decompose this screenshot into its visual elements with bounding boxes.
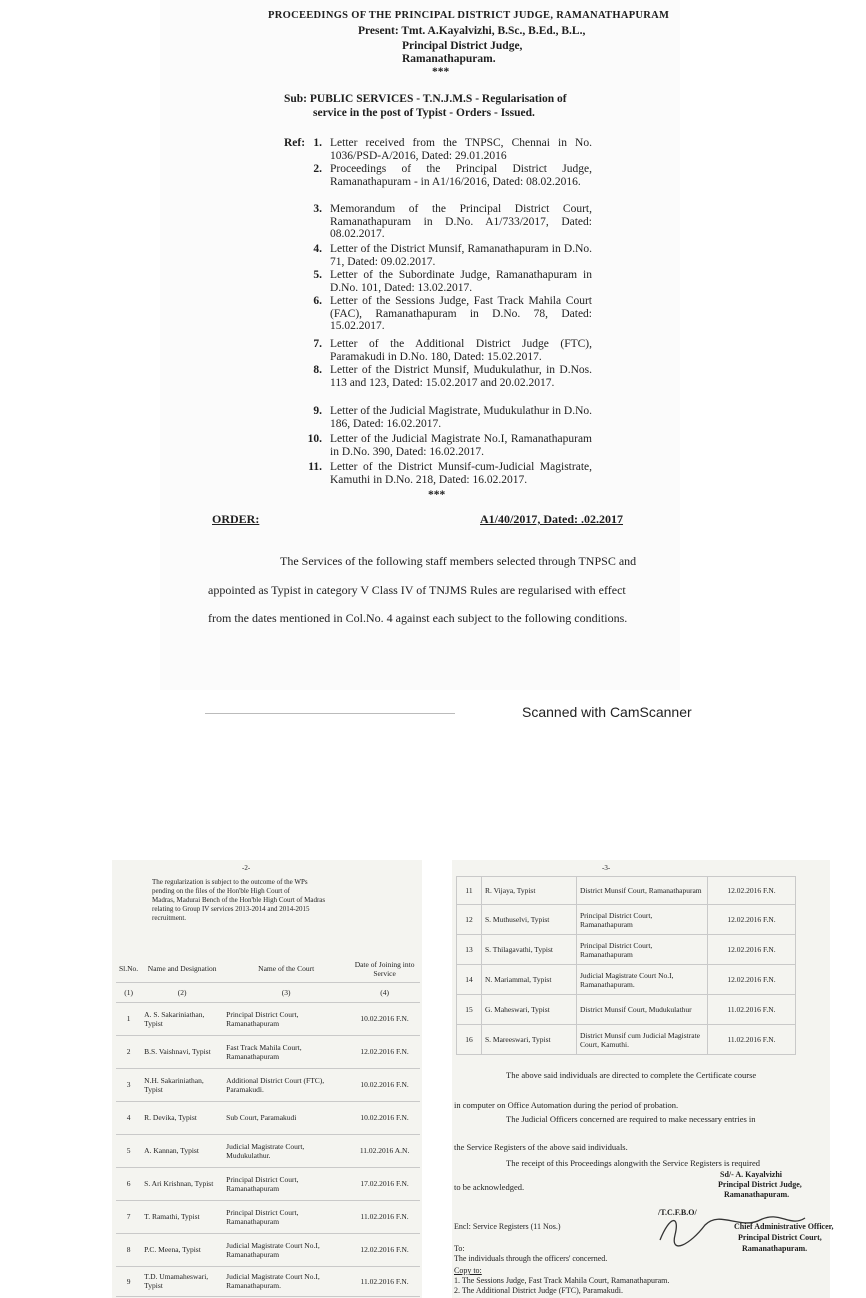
note-line: pending on the files of the Hon'ble High Court of xyxy=(152,887,290,895)
table-row xyxy=(457,935,796,965)
cao-court: Principal District Court, xyxy=(738,1233,822,1242)
page-two xyxy=(112,860,422,1298)
name-cell: S. Thilagavathi, Typist xyxy=(482,935,577,965)
note-line: relating to Group IV services 2013-2014 and 2014-2015 xyxy=(152,905,310,913)
table-row xyxy=(116,1266,420,1296)
date-cell: 11.02.2016 F.N. xyxy=(708,995,796,1025)
order-body-line: appointed as Typist in category V Class IV of TNJMS Rules are regularised with effect xyxy=(208,583,626,597)
table-row xyxy=(116,1233,420,1266)
court-cell: Fast Track Mahila Court, Ramanathapuram xyxy=(223,1035,349,1068)
designation: Principal District Judge, xyxy=(402,40,523,52)
ref-label: Ref: xyxy=(284,137,306,149)
subject-line-1: Sub: PUBLIC SERVICES - T.N.J.M.S - Regularisation of xyxy=(284,93,567,105)
date-cell: 12.02.2016 F.N. xyxy=(708,877,796,905)
staff-table-right xyxy=(456,876,796,1055)
court-cell: Judicial Magistrate Court No.I, Ramanathapuram xyxy=(223,1233,349,1266)
table-row xyxy=(457,1025,796,1055)
order-number: A1/40/2017, Dated: .02.2017 xyxy=(480,512,623,526)
sl-cell: 1 xyxy=(116,1002,141,1035)
col-header: Name of the Court xyxy=(223,956,349,982)
ref-number: 4. xyxy=(313,243,322,255)
cao-designation: Chief Administrative Officer, xyxy=(734,1222,834,1231)
to-label: To: xyxy=(454,1244,465,1253)
instruction-line: The Judicial Officers concerned are required to make necessary entries in xyxy=(506,1114,756,1124)
page-number: -3- xyxy=(602,864,611,872)
name-cell: A. Kannan, Typist xyxy=(141,1134,223,1167)
ref-number: 11. xyxy=(308,461,322,473)
ref-number: 1. xyxy=(313,137,322,149)
name-cell: N. Mariammal, Typist xyxy=(482,965,577,995)
table-row xyxy=(457,995,796,1025)
order-body-line: The Services of the following staff members selected through TNPSC and xyxy=(280,554,637,568)
name-cell: P.C. Meena, Typist xyxy=(141,1233,223,1266)
sl-cell: 12 xyxy=(457,905,482,935)
name-cell: S. Muthuselvi, Typist xyxy=(482,905,577,935)
date-cell: 11.02.2016 F.N. xyxy=(349,1200,420,1233)
date-cell: 12.02.2016 F.N. xyxy=(349,1035,420,1068)
court-cell: Judicial Magistrate Court No.I, Ramanathapuram. xyxy=(223,1266,349,1296)
name-cell: B.S. Vaishnavi, Typist xyxy=(141,1035,223,1068)
col-number: (3) xyxy=(223,982,349,1002)
date-cell: 12.02.2016 F.N. xyxy=(349,1233,420,1266)
sl-cell: 3 xyxy=(116,1068,141,1101)
subject-line-2: service in the post of Typist - Orders - Issued. xyxy=(313,107,535,119)
ref-text: Letter of the Judicial Magistrate No.I, Ramanathapuram in D.No. 390, Dated: 16.02.2017. xyxy=(330,433,592,458)
tcfbo-mark: /T.C.F.B.O/ xyxy=(658,1208,697,1217)
ref-number: 7. xyxy=(313,338,322,350)
sl-cell: 6 xyxy=(116,1167,141,1200)
staff-table-left xyxy=(116,956,420,1297)
name-cell: N.H. Sakariniathan, Typist xyxy=(141,1068,223,1101)
court-cell: Sub Court, Paramakudi xyxy=(223,1101,349,1134)
instruction-line: The above said individuals are directed to complete the Certificate course xyxy=(506,1070,757,1080)
sl-cell: 2 xyxy=(116,1035,141,1068)
col-header: Name and Designation xyxy=(141,956,223,982)
date-cell: 10.02.2016 F.N. xyxy=(349,1068,420,1101)
instruction-line: The receipt of this Proceedings alongwith the Service Registers is required xyxy=(506,1158,760,1168)
col-number: (1) xyxy=(116,982,141,1002)
date-cell: 12.02.2016 F.N. xyxy=(708,965,796,995)
name-cell: T. Ramathi, Typist xyxy=(141,1200,223,1233)
name-cell: G. Maheswari, Typist xyxy=(482,995,577,1025)
table-row xyxy=(116,1002,420,1035)
present-line: Present: Tmt. A.Kayalvizhi, B.Sc., B.Ed., B.L., xyxy=(358,25,586,37)
court-cell: Principal District Court, Ramanathapuram xyxy=(223,1200,349,1233)
sl-cell: 13 xyxy=(457,935,482,965)
ref-text: Letter of the Subordinate Judge, Ramanathapuram in D.No. 101, Dated: 13.02.2017. xyxy=(330,269,592,294)
ref-text: Letter of the District Munsif, Ramanathapuram in D.No. 71, Dated: 09.02.2017. xyxy=(330,243,592,268)
table-row xyxy=(116,1134,420,1167)
page-number: -2- xyxy=(242,864,251,872)
sl-cell: 9 xyxy=(116,1266,141,1296)
court-cell: Principal District Court, Ramanathapuram xyxy=(577,905,708,935)
col-number: (2) xyxy=(141,982,223,1002)
order-label: ORDER: xyxy=(212,512,260,526)
stars-divider: *** xyxy=(428,489,446,501)
table-row xyxy=(116,1035,420,1068)
col-number-row xyxy=(116,982,420,1002)
copy-label: Copy to: xyxy=(454,1266,482,1275)
signatory-name: Sd/- A. Kayalvizhi xyxy=(720,1170,783,1179)
sl-cell: 14 xyxy=(457,965,482,995)
col-header: Sl.No. xyxy=(116,956,141,982)
sl-cell: 8 xyxy=(116,1233,141,1266)
sl-cell: 15 xyxy=(457,995,482,1025)
ref-text: Letter of the Judicial Magistrate, Mudukulathur in D.No. 186, Dated: 16.02.2017. xyxy=(330,405,592,430)
court-cell: Additional District Court (FTC), Paramakudi. xyxy=(223,1068,349,1101)
ref-number: 5. xyxy=(313,269,322,281)
court-cell: Principal District Court, Ramanathapuram xyxy=(223,1002,349,1035)
date-cell: 10.02.2016 F.N. xyxy=(349,1101,420,1134)
note-line: recruitment. xyxy=(152,914,187,922)
signatory-place: Ramanathapuram. xyxy=(724,1190,790,1199)
note-line: Madras, Madurai Bench of the Hon'ble High Court of Madras xyxy=(152,896,326,904)
ref-text: Letter of the Sessions Judge, Fast Track Mahila Court (FAC), Ramanathapuram in D.No. 78, Dated: 15.02.2017. xyxy=(330,295,592,333)
table-row xyxy=(116,1101,420,1134)
date-cell: 12.02.2016 F.N. xyxy=(708,935,796,965)
court-cell: Judicial Magistrate Court, Mudukulathur. xyxy=(223,1134,349,1167)
name-cell: R. Vijaya, Typist xyxy=(482,877,577,905)
table-row xyxy=(457,965,796,995)
enclosure-note: Encl: Service Registers (11 Nos.) xyxy=(454,1222,561,1231)
ref-text: Proceedings of the Principal District Judge, Ramanathapuram - in A1/16/2016, Dated: 08.02.2016. xyxy=(330,163,592,188)
cao-place: Ramanathapuram. xyxy=(742,1244,808,1253)
instruction-line: the Service Registers of the above said individuals. xyxy=(454,1142,628,1152)
court-cell: District Munsif cum Judicial Magistrate Court, Kamuthi. xyxy=(577,1025,708,1055)
stars-divider: *** xyxy=(432,66,450,78)
ref-number: 3. xyxy=(313,203,322,215)
copy-item: 1. The Sessions Judge, Fast Track Mahila Court, Ramanathapuram. xyxy=(454,1276,670,1285)
court-cell: Principal District Court, Ramanathapuram xyxy=(223,1167,349,1200)
date-cell: 11.02.2016 F.N. xyxy=(349,1266,420,1296)
place: Ramanathapuram. xyxy=(402,53,496,65)
ref-text: Letter of the Additional District Judge (FTC), Paramakudi in D.No. 180, Dated: 15.02.2017. xyxy=(330,338,592,363)
court-cell: Principal District Court, Ramanathapuram xyxy=(577,935,708,965)
proceedings-title: PROCEEDINGS OF THE PRINCIPAL DISTRICT JUDGE, RAMANATHAPURAM xyxy=(268,10,670,21)
date-cell: 11.02.2016 A.N. xyxy=(349,1134,420,1167)
ref-number: 2. xyxy=(313,163,322,175)
ref-text: Letter received from the TNPSC, Chennai in No. 1036/PSD-A/2016, Dated: 29.01.2016 xyxy=(330,137,592,162)
ref-number: 6. xyxy=(313,295,322,307)
instruction-line: to be acknowledged. xyxy=(454,1182,525,1192)
date-cell: 10.02.2016 F.N. xyxy=(349,1002,420,1035)
name-cell: S. Ari Krishnan, Typist xyxy=(141,1167,223,1200)
date-cell: 17.02.2016 F.N. xyxy=(349,1167,420,1200)
col-number: (4) xyxy=(349,982,420,1002)
regularization-note xyxy=(152,878,392,923)
ref-number: 9. xyxy=(313,405,322,417)
table-header-row xyxy=(116,956,420,982)
ref-text: Letter of the District Munsif-cum-Judicial Magistrate, Kamuthi in D.No. 218, Dated: 16.02.2017. xyxy=(330,461,592,486)
signatory-designation: Principal District Judge, xyxy=(718,1180,802,1189)
order-body-line: from the dates mentioned in Col.No. 4 against each subject to the following conditions. xyxy=(208,611,628,625)
court-cell: District Munsif Court, Mudukulathur xyxy=(577,995,708,1025)
instruction-line: in computer on Office Automation during the period of probation. xyxy=(454,1100,679,1110)
name-cell: A. S. Sakariniathan, Typist xyxy=(141,1002,223,1035)
table-row xyxy=(457,877,796,905)
date-cell: 11.02.2016 F.N. xyxy=(708,1025,796,1055)
table-row xyxy=(116,1167,420,1200)
sl-cell: 5 xyxy=(116,1134,141,1167)
table-row xyxy=(116,1200,420,1233)
table-row xyxy=(116,1068,420,1101)
col-header: Date of Joining into Service xyxy=(349,956,420,982)
page-three xyxy=(452,860,834,1298)
sl-cell: 4 xyxy=(116,1101,141,1134)
camscanner-watermark: Scanned with CamScanner xyxy=(522,704,692,720)
sl-cell: 7 xyxy=(116,1200,141,1233)
court-cell: District Munsif Court, Ramanathapuram xyxy=(577,877,708,905)
note-line: The regularization is subject to the outcome of the WPs xyxy=(152,878,308,886)
copy-item: 2. The Additional District Judge (FTC), Paramakudi. xyxy=(454,1286,623,1295)
date-cell: 12.02.2016 F.N. xyxy=(708,905,796,935)
sl-cell: 16 xyxy=(457,1025,482,1055)
court-cell: Judicial Magistrate Court No.I, Ramanathapuram. xyxy=(577,965,708,995)
to-text: The individuals through the officers' concerned. xyxy=(454,1254,608,1263)
ref-text: Memorandum of the Principal District Court, Ramanathapuram in D.No. A1/733/2017, Dated: 08.02.2017. xyxy=(330,203,592,241)
ref-text: Letter of the District Munsif, Mudukulathur, in D.Nos. 113 and 123, Dated: 15.02.2017 and 20.02.2017. xyxy=(330,364,592,389)
divider-line xyxy=(205,713,455,714)
name-cell: T.D. Umamaheswari, Typist xyxy=(141,1266,223,1296)
ref-number: 10. xyxy=(307,433,322,445)
name-cell: R. Devika, Typist xyxy=(141,1101,223,1134)
name-cell: S. Mareeswari, Typist xyxy=(482,1025,577,1055)
table-row xyxy=(457,905,796,935)
sl-cell: 11 xyxy=(457,877,482,905)
ref-number: 8. xyxy=(313,364,322,376)
